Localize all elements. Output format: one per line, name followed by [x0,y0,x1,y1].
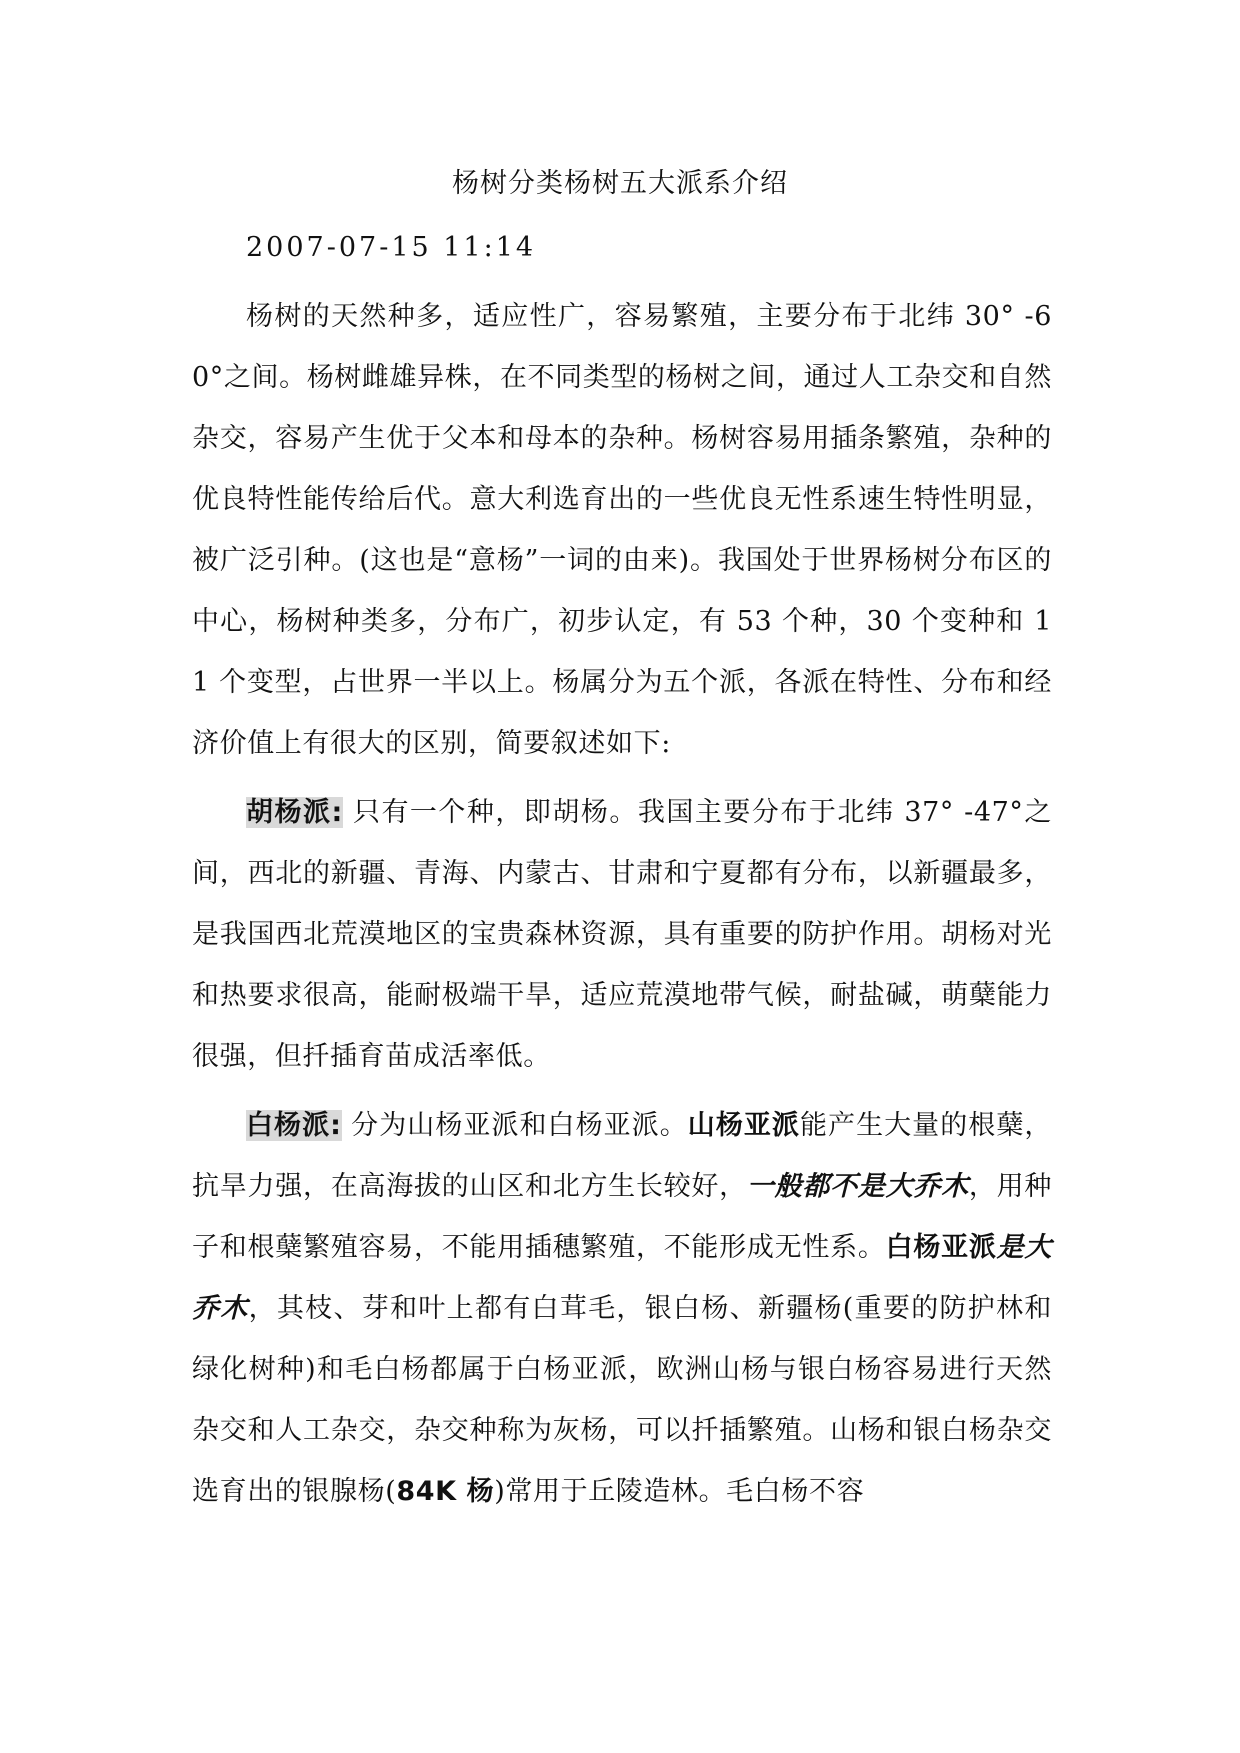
baiyang-heading: 白杨派: [246,1110,342,1141]
shanyang-subsection-term: 山杨亚派 [687,1110,800,1141]
post-date: 2007-07-15 11:14 [246,232,537,263]
document-title: 杨树分类杨树五大派系介绍 [452,168,788,199]
baiyang-text-4: ，其枝、芽和叶上都有白茸毛，银白杨、新疆杨(重要的防护林和绿化树种)和毛白杨都属于白杨亚派，欧洲山杨与银白杨容易进行天然杂交和人工杂交，杂交种称为灰杨，可以扦插繁殖。山杨和银白杨杂交选育出的银腺杨( [192,1293,1052,1507]
huyang-heading: 胡杨派: [246,797,343,828]
baiyang-paragraph [192,1095,1052,1522]
emphasis-not-large-tree: 一般都不是大乔木 [746,1171,969,1202]
huyang-paragraph [192,782,1052,1087]
baiyang-text-3: ，用种子和根蘖繁殖容易，不能用插穗繁殖，不能形成无性系。 [192,1171,1052,1263]
document-body [192,286,1052,1522]
huyang-text: 只有一个种，即胡杨。我国主要分布于北纬 37° -47°之间，西北的新疆、青海、内蒙古、甘肃和宁夏都有分布，以新疆最多，是我国西北荒漠地区的宝贵森林资源，具有重要的防护作用。胡杨对光和热要求很高，能耐极端干旱，适应荒漠地带气候，耐盐碱，萌蘖能力很强，但扦插育苗成活率低。 [192,797,1052,1072]
baiyang-subsection-term: 白杨亚派 [885,1232,997,1263]
baiyang-text-2: 能产生大量的根蘖，抗旱力强，在高海拔的山区和北方生长较好， [192,1110,1052,1202]
intro-paragraph: 杨树的天然种多，适应性广，容易繁殖，主要分布于北纬 30° -60°之间。杨树雌雄异株，在不同类型的杨树之间，通过人工杂交和自然杂交，容易产生优于父本和母本的杂种。杨树容易用插条繁殖，杂种的优良特性能传给后代。意大利选育出的一些优良无性系速生特性明显，被广泛引种。(这也是“意杨”一词的由来)。我国处于世界杨树分布区的中心，杨树种类多，分布广，初步认定，有 53 个种，30 个变种和 11 个变型，占世界一半以上。杨属分为五个派，各派在特性、分布和经济价值上有很大的区别，简要叙述如下: [192,301,1052,759]
baiyang-text-1: 分为山杨亚派和白杨亚派。 [341,1110,688,1141]
baiyang-text-5: )常用于丘陵造林。毛白杨不容 [494,1476,865,1507]
cultivar-84k-term: 84K 杨 [396,1476,495,1507]
emphasis-large-tree: 是大乔木 [192,1232,1053,1324]
